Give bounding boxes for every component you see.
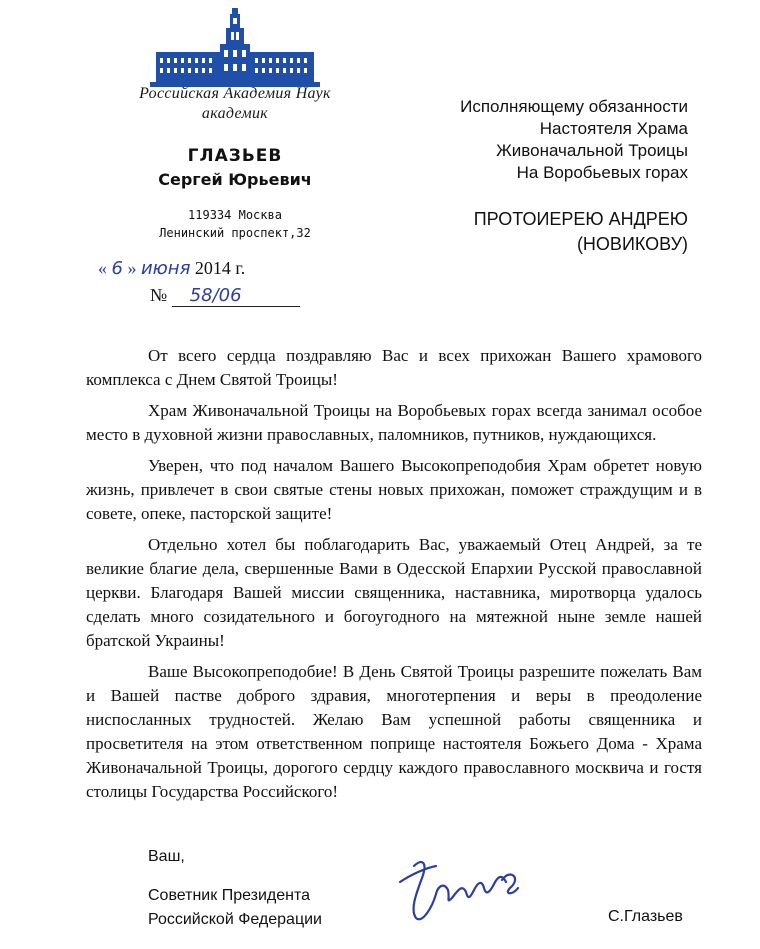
sender-position: [148, 884, 322, 932]
letter-date: [98, 258, 245, 279]
number-value: 58/06: [172, 285, 300, 307]
signature-name: С.Глазьев: [608, 908, 683, 925]
addressee-line-3: Живоначальной Троицы: [496, 141, 688, 160]
date-day: 6: [111, 258, 123, 279]
number-label: №: [150, 285, 168, 305]
body-paragraph-4: Отдельно хотел бы поблагодарить Вас, уважаемый Отец Андрей, за те великие благие дела, свершенные Вами в Одесской Епархии Русской православной церкви. Благодаря Вашей миссии священника, наставника, миротворца удалось сделать много созидательного и богоугодного на мятежной ныне земле нашей братской Украины!: [86, 535, 702, 650]
addressee-line-1: Исполняющему обязанности: [460, 97, 688, 116]
sender-surname: ГЛАЗЬЕВ: [187, 146, 283, 166]
letter-number: [150, 285, 300, 307]
address-line-1: 119334 Москва: [188, 208, 282, 222]
sender-position-line-1: Советник Президента: [148, 887, 311, 904]
date-year: 2014 г.: [194, 258, 246, 278]
closing-salutation: Ваш,: [148, 848, 185, 865]
body-paragraph-5: Ваше Высокопреподобие! В День Святой Троицы разрешите пожелать Вам и Вашей пастве доброго здравия, многотерпения и веры в преодоление ниспосланных трудностей. Желаю Вам успешной работы священника и просветителя на этом ответственном поприще настоятеля Божьего Дома - Храма Живоначальной Троицы, дорогого сердцу каждого православного москвича и гостя столицы Государства Российского!: [86, 662, 702, 801]
addressee-name-line-2: (НОВИКОВУ): [576, 234, 688, 254]
body-paragraph-3: Уверен, что под началом Вашего Высокопреподобия Храм обретет новую жизнь, привлечет в свои святые стены новых прихожан, поможет страждущим и в совете, опеке, пасторской защите!: [86, 456, 702, 523]
organization-name: Российская Академия Наук: [139, 85, 331, 102]
addressee-name: [474, 207, 688, 257]
academy-building-logo: [150, 8, 320, 88]
sender-address: [90, 206, 380, 242]
letter-body: [86, 344, 702, 811]
addressee-line-2: Настоятеля Храма: [539, 119, 688, 138]
addressee-name-line-1: ПРОТОИЕРЕЮ АНДРЕЮ: [473, 209, 688, 229]
address-line-2: Ленинский проспект,32: [159, 226, 311, 240]
body-paragraph-1: От всего сердца поздравляю Вас и всех прихожан Вашего храмового комплекса с Днем Святой Троицы!: [86, 346, 702, 389]
date-month: июня: [140, 258, 191, 279]
addressee-block: [460, 96, 688, 184]
letterhead-organization: [70, 84, 400, 124]
academic-title: академик: [201, 105, 269, 122]
sender-position-line-2: Российской Федерации: [148, 911, 322, 928]
addressee-line-4: На Воробьевых горах: [516, 163, 688, 182]
sender-full-name: Сергей Юрьевич: [158, 170, 312, 189]
date-open-quote: «: [98, 258, 107, 278]
body-paragraph-2: Храм Живоначальной Троицы на Воробьевых горах всегда занимал особое место в духовной жизни православных, паломников, путников, нуждающихся.: [86, 401, 702, 444]
date-close-quote: »: [127, 258, 137, 278]
handwritten-signature: [392, 838, 532, 928]
